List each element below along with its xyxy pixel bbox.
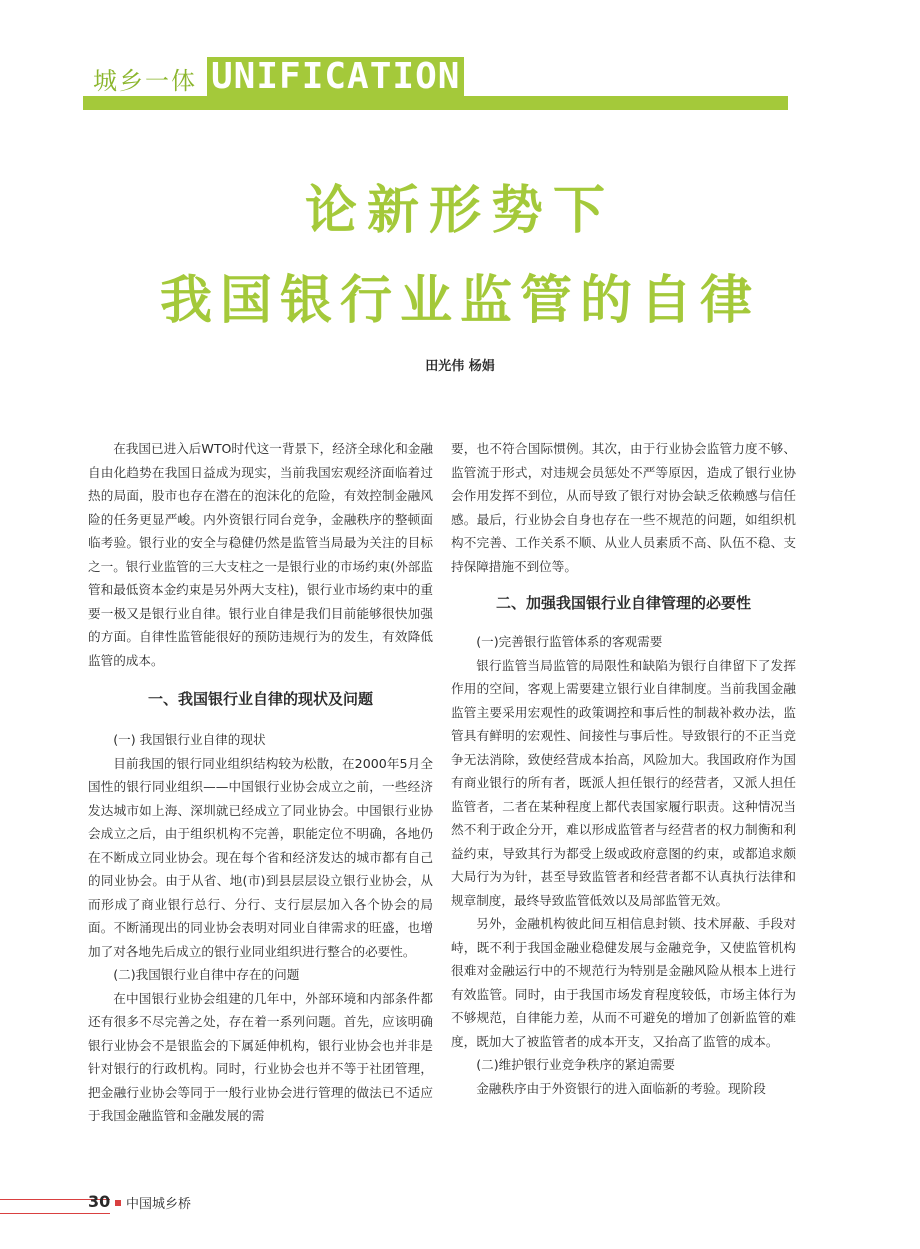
paragraph: 另外，金融机构彼此间互相信息封锁、技术屏蔽、手段对峙，既不利于我国金融业稳健发展与金融竞争，又使监管机构很难对金融运行中的不规范行为特别是金融风险从根本上进行有效监管。同时，由于我国市场发育程度较低，市场主体行为不够规范，自律能力差，从而不可避免的增加了创新监管的难度，既加大了被监管者的成本开支，又抬高了监管的成本。: [451, 916, 796, 1049]
paragraph: 要，也不符合国际惯例。其次，由于行业协会监管力度不够、监管流于形式，对违规会员惩处不严等原因，造成了银行业协会作用发挥不到位，从而导致了银行对协会缺乏依赖感与信任感。最后，行业协会自身也存在一些不规范的问题，如组织机构不完善、工作关系不顺、从业人员素质不高、队伍不稳、支持保障措施不到位等。: [451, 441, 796, 574]
section-heading-2: 二、加强我国银行业自律管理的必要性: [495, 594, 751, 612]
article-title-line1: 论新形势下: [304, 181, 615, 241]
section-header: [83, 57, 788, 110]
paragraph: 银行监管当局监管的局限性和缺陷为银行自律留下了发挥作用的空间，客观上需要建立银行业自律制度。当前我国金融监管主要采用宏观性的政策调控和事后性的制裁补救办法，监管具有鲜明的宏观性、间接性与事后性。导致银行的不正当竞争无法消除，致使经营成本抬高，风险加大。我国政府作为国有商业银行的所有者，既派人担任银行的经营者，又派人担任监管者，二者在某种程度上都代表国家履行职责。这种情况当然不利于政企分开，难以形成监管者与经营者的权力制衡和利益约束，导致其行为都受上级或政府意图的约束，或都追求颇大局行为为针，甚至导致监管者和经营者都不认真执行法律和规章制度，最终导致监管低效以及局部监管无效。: [451, 657, 796, 908]
section-label-cn: 城乡一体: [93, 67, 197, 95]
subsection-heading: (一) 我国银行业自律的现状: [113, 732, 266, 747]
subsection-heading: (一)完善银行监管体系的客观需要: [476, 634, 663, 649]
paragraph: 在中国银行业协会组建的几年中，外部环境和内部条件都还有很多不尽完善之处，存在着一系列问题。首先，应该明确银行业协会不是银监会的下属延伸机构，银行业协会也并非是针对银行的行政机构。同时，行业协会也并不等于社团管理，把金融行业协会等同于一般行业协会进行管理的做法已不适应于我国金融监管和金融发展的需: [88, 990, 433, 1123]
right-column: [451, 437, 796, 1100]
footer-square-icon: [115, 1200, 121, 1206]
paragraph: 在我国已进入后WTO时代这一背景下，经济全球化和金融自由化趋势在我国日益成为现实，当前我国宏观经济面临着过热的局面，股市也存在潜在的泡沫化的危险，有效控制金融风险的任务更显严峻。内外资银行同台竞争，金融秩序的整顿面临考验。银行业的安全与稳健仍然是监管当局最为关注的目标之一。银行业监管的三大支柱之一是银行业的市场约束(外部监管和最低资本金约束是另外两大支柱)，银行业市场约束中的重要一极又是银行业自律。银行业自律是我们目前能够很快加强的方面。自律性监管能很好的预防违规行为的发生，有效降低监管的成本。: [88, 441, 433, 668]
page-number: 30: [88, 1192, 111, 1211]
header-bar: [83, 96, 788, 110]
subsection-heading: (二)维护银行业竞争秩序的紧迫需要: [476, 1057, 675, 1072]
paragraph: 金融秩序由于外资银行的进入面临新的考验。现阶段: [476, 1080, 766, 1096]
section-label-en: UNIFICATION: [207, 57, 464, 97]
article-authors: 田光伟 杨娟: [425, 359, 495, 374]
footer-rule: [0, 1213, 110, 1214]
subsection-heading: (二)我国银行业自律中存在的问题: [113, 967, 300, 982]
paragraph: 目前我国的银行同业组织结构较为松散，在2000年5月全国性的银行同业组织——中国银行业协会成立之前，一些经济发达城市如上海、深圳就已经成立了同业协会。中国银行业协会成立之后，由于组织机构不完善，职能定位不明确，各地仍在不断成立同业协会。现在每个省和经济发达的城市都有自己的同业协会。由于从省、地(市)到县层层设立银行业协会，从而形成了商业银行总行、分行、支行层层加入各个协会的局面。不断涌现出的同业协会表明对同业自律需求的旺盛，也增加了对各地先后成立的银行业同业组织进行整合的必要性。: [88, 755, 433, 959]
section-heading-1: 一、我国银行业自律的现状及问题: [147, 690, 373, 708]
page-footer: [0, 1190, 200, 1220]
journal-name: 中国城乡桥: [126, 1197, 192, 1212]
left-column: [88, 437, 433, 1128]
article-title-line2: 我国银行业监管的自律: [159, 271, 760, 331]
